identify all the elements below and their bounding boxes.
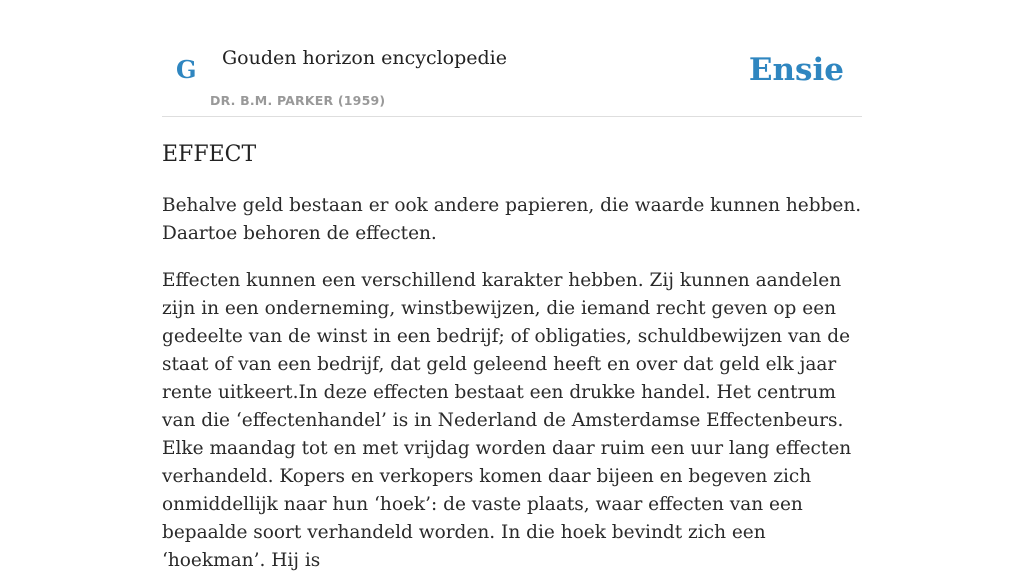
source-header	[162, 0, 862, 117]
source-logo[interactable]: G	[176, 55, 197, 84]
entry-title: EFFECT	[162, 142, 257, 167]
entry-paragraph: Effecten kunnen een verschillend karakter hebben. Zij kunnen aandelen zijn in een onderneming, winstbewijzen, die iemand recht geven op een gedeelte van de winst in een bedrijf; of obligaties, schuldbewijzen van de staat of van een bedrijf, dat geld geleend heeft en over dat geld elk jaar rente uitkeert.In deze effecten bestaat een drukke handel. Het centrum van die ‘effectenhandel’ is in Nederland de Amsterdamse Effectenbeurs. Elke maandag tot en met vrijdag worden daar ruim een uur lang effecten verhandeld. Kopers en verkopers komen daar bijeen en begeven zich onmiddellijk naar hun ‘hoek’: de vaste plaats, waar effecten van een bepaalde soort verhandeld worden. In die hoek bevindt zich een ‘hoekman’. Hij is	[162, 270, 852, 571]
page-container	[162, 0, 862, 571]
entry-paragraph: Behalve geld bestaan er ook andere papieren, die waarde kunnen hebben. Daartoe behoren de effecten.	[162, 195, 862, 244]
source-title[interactable]: Gouden horizon encyclopedie	[222, 47, 507, 69]
ensie-logo[interactable]: Ensie	[748, 52, 844, 88]
source-author: DR. B.M. PARKER (1959)	[210, 93, 386, 108]
